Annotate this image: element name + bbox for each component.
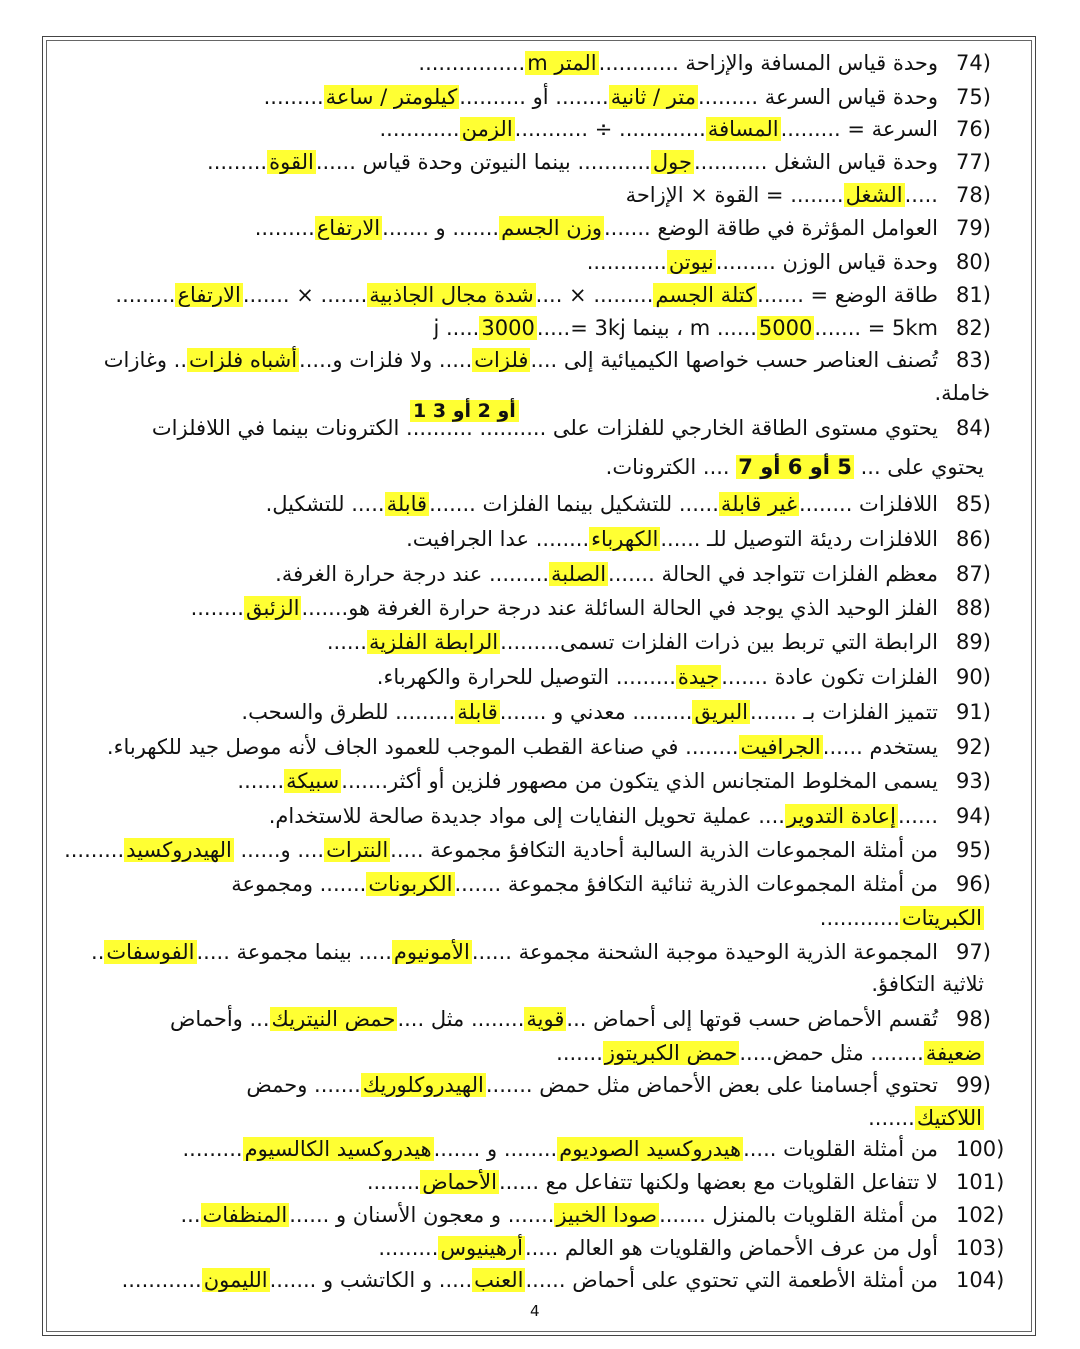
answer: 5000: [758, 316, 813, 340]
answer: البريق: [694, 700, 748, 724]
question-76: 76)السرعة = .........المسافة............. ÷ ...........الزمن............: [66, 114, 1016, 144]
answer: أرهينيوس: [440, 1236, 523, 1260]
question-98: 98)تُقسم الأحماض حسب قوتها إلى أحماض ...قوية........ مثل ....حمض النيتريك... وأحماض: [66, 1004, 1016, 1034]
answer: القوة: [269, 150, 314, 174]
answer: الرابطة الفلزية: [368, 630, 499, 654]
question-number: 82): [956, 316, 991, 340]
question-98-continuation: ضعيفة........ مثل حمض.....حمض الكبريتوز.......: [556, 1041, 982, 1065]
question-number: 100): [956, 1137, 1005, 1161]
question-number: 98): [956, 1007, 991, 1031]
question-number: 97): [956, 940, 991, 964]
question-number: 76): [956, 117, 991, 141]
answer: الارتفاع: [316, 216, 381, 240]
question-number: 81): [956, 283, 991, 307]
answer: المتر m: [527, 51, 597, 75]
answer: الكهرباء: [591, 527, 659, 551]
question-101: 101)لا تتفاعل القلويات مع بعضها ولكنها تتفاعل مع ......الأحماض........: [66, 1167, 1016, 1197]
question-99-continuation: اللاكتيك.......: [868, 1106, 982, 1130]
answer: كيلومتر / ساعة: [325, 85, 458, 109]
question-number: 104): [956, 1268, 1005, 1292]
answer: جول: [652, 150, 692, 174]
question-number: 90): [956, 665, 991, 689]
answer: الكبريتات: [901, 906, 982, 930]
question-89: 89)الرابطة التي تربط بين ذرات الفلزات تسمى.........الرابطة الفلزية......: [66, 627, 1016, 657]
answer: الكربونات: [368, 872, 453, 896]
answer: 3000: [481, 316, 535, 340]
question-number: 80): [956, 250, 991, 274]
question-number: 103): [956, 1236, 1005, 1260]
question-number: 87): [956, 562, 991, 586]
answer: المسافة: [707, 117, 779, 141]
answer: شدة مجال الجاذبية: [369, 283, 534, 307]
answer: العنب: [474, 1268, 524, 1292]
answer: المنظفات: [202, 1203, 288, 1227]
question-97: 97)المجموعة الذرية الوحيدة موجبة الشحنة مجموعة ......الأمونيوم..... بينما مجموعة .....الفوسفات..: [66, 937, 1016, 967]
question-number: 83): [956, 348, 991, 372]
question-103: 103)أول من عرف الأحماض والقلويات هو العالم .....أرهينيوس.........: [66, 1233, 1016, 1263]
question-80: 80)وحدة قياس الوزن .........نيوتن............: [66, 247, 1016, 277]
question-90: 90)الفلزات تكون عادة .......جيدة......... التوصيل للحرارة والكهرباء.: [66, 662, 1016, 692]
question-number: 92): [956, 735, 991, 759]
question-number: 78): [956, 183, 991, 207]
question-83: 83)تُصنف العناصر حسب خواصها الكيميائية إلى ....فلزات..... ولا فلزات و.....أشباه فلزات.. وغازات: [66, 345, 1016, 375]
answer: متر / ثانية: [610, 85, 696, 109]
question-97-continuation: ثلاثية التكافؤ.: [871, 972, 984, 996]
answer: النترات: [326, 838, 389, 862]
answer: الصلبة: [551, 562, 607, 586]
question-number: 94): [956, 804, 991, 828]
question-83-continuation: خاملة.: [934, 381, 990, 405]
answer: صودا الخبيز: [556, 1203, 658, 1227]
answer: الهيدروكسيد: [126, 838, 232, 862]
page-number: 4: [530, 1302, 540, 1320]
answer: الهيدروكلوريك: [362, 1073, 484, 1097]
question-number: 102): [956, 1203, 1005, 1227]
question-84: 84)يحتوي مستوى الطاقة الخارجي للفلزات على .......... .......... الكترونات بينما في اللافلزات: [66, 413, 1016, 443]
answer: حمض الكبريتوز: [604, 1041, 738, 1065]
question-96-continuation: الكبريتات............: [819, 906, 982, 930]
question-number: 91): [956, 700, 991, 724]
answer-note-84: 1 أو 2 أو 3: [410, 400, 519, 422]
answer: الارتفاع: [177, 283, 241, 307]
answer: حمض النيتريك: [271, 1007, 396, 1031]
question-88: 88)الفلز الوحيد الذي يوجد في الحالة السائلة عند درجة حرارة الغرفة هو.......الزئبق........: [66, 593, 1016, 623]
answer: نيوتن: [668, 250, 714, 274]
question-number: 77): [956, 150, 991, 174]
question-number: 85): [956, 492, 991, 516]
answer: الزئبق: [245, 596, 300, 620]
answer: الجرافيت: [740, 735, 821, 759]
answer: الليمون: [203, 1268, 268, 1292]
question-number: 74): [956, 51, 991, 75]
question-number: 79): [956, 216, 991, 240]
question-85: 85)اللافلزات ........غير قابلة...... للتشكيل بينما الفلزات .......قابلة..... للتشكيل.: [66, 489, 1016, 519]
question-81: 81)طاقة الوضع = .......كتلة الجسم......... × ....شدة مجال الجاذبية....... × .......الارتفاع.........: [66, 280, 1016, 310]
answer: وزن الجسم: [501, 216, 602, 240]
answer: الزمن: [461, 117, 513, 141]
question-number: 84): [956, 416, 991, 440]
question-86: 86)اللافلزات رديئة التوصيل للـ ......الكهرباء........ عدا الجرافيت.: [66, 524, 1016, 554]
answer: كتلة الجسم: [655, 283, 756, 307]
question-91: 91)تتميز الفلزات بـ .......البريق......... معدني و .......قابلة......... للطرق والسحب.: [66, 697, 1016, 727]
question-number: 99): [956, 1073, 991, 1097]
question-84-continuation: يحتوي على ... 5 أو 6 أو 7 .... الكترونات.: [605, 455, 984, 479]
answer: 5 أو 6 أو 7: [738, 455, 852, 479]
answer: قوية: [526, 1007, 565, 1031]
question-77: 77)وحدة قياس الشغل ...........جول........... بينما النيوتن وحدة قياس ......القوة.........: [66, 147, 1016, 177]
question-100: 100)من أمثلة القلويات .....هيدروكسيد الصوديوم........ و .......هيدروكسيد الكالسيوم.........: [66, 1134, 1016, 1164]
question-95: 95)من أمثلة المجموعات الذرية السالبة أحادية التكافؤ مجموعة .....النترات.... و...... الهيدروكسيد.........: [66, 835, 1016, 865]
question-92: 92)يستخدم ......الجرافيت........ في صناعة القطب الموجب للعمود الجاف لأنه موصل جيد للكهرباء.: [66, 732, 1016, 762]
answer: ضعيفة: [925, 1041, 982, 1065]
answer: سبيكة: [286, 769, 340, 793]
question-99: 99)تحتوي أجسامنا على بعض الأحماض مثل حمض .......الهيدروكلوريك....... وحمض: [66, 1070, 1016, 1100]
question-87: 87)معظم الفلزات تتواجد في الحالة .......الصلبة......... عند درجة حرارة الغرفة.: [66, 559, 1016, 589]
answer: قابلة: [386, 492, 428, 516]
question-104: 104)من أمثلة الأطعمة التي تحتوي على أحماض ......العنب..... و الكاتشب و .......الليمون............: [66, 1265, 1016, 1295]
answer: هيدروكسيد الصوديوم: [559, 1137, 742, 1161]
question-96: 96)من أمثلة المجموعات الذرية ثنائية التكافؤ مجموعة .......الكربونات....... ومجموعة: [66, 869, 1016, 899]
answer: فلزات: [474, 348, 529, 372]
answer: الفوسفات: [106, 940, 195, 964]
question-93: 93)يسمى المخلوط المتجانس الذي يتكون من مصهور فلزين أو أكثر.......سبيكة.......: [66, 766, 1016, 796]
answer: الشغل: [845, 183, 903, 207]
answer: الأمونيوم: [393, 940, 470, 964]
answer: إعادة التدوير: [786, 804, 896, 828]
question-94: 94)......إعادة التدوير.... عملية تحويل النفايات إلى مواد جديدة صالحة للاستخدام.: [66, 801, 1016, 831]
question-number: 88): [956, 596, 991, 620]
question-102: 102)من أمثلة القلويات بالمنزل .......صودا الخبيز....... و معجون الأسنان و ......المنظفات...: [66, 1200, 1016, 1230]
question-82: 82)m ......5000....... = 5km ، بينما j .....3000.....= 3kj: [66, 313, 1016, 343]
answer: هيدروكسيد الكالسيوم: [244, 1137, 432, 1161]
question-79: 79)العوامل المؤثرة في طاقة الوضع .......وزن الجسم....... و .......الارتفاع.........: [66, 213, 1016, 243]
question-number: 75): [956, 85, 991, 109]
question-74: 74)وحدة قياس المسافة والإزاحة ............المتر m................: [66, 48, 1016, 78]
answer: أشباه فلزات: [189, 348, 298, 372]
question-number: 86): [956, 527, 991, 551]
answer: جيدة: [677, 665, 720, 689]
question-number: 95): [956, 838, 991, 862]
question-number: 96): [956, 872, 991, 896]
answer: قابلة: [457, 700, 498, 724]
question-number: 93): [956, 769, 991, 793]
answer: الأحماض: [422, 1170, 497, 1194]
question-78: 78).....الشغل........ = القوة × الإزاحة: [66, 180, 1016, 210]
question-75: 75)وحدة قياس السرعة .........متر / ثانية........ أو ..........كيلومتر / ساعة.........: [66, 82, 1016, 112]
question-number: 101): [956, 1170, 1005, 1194]
question-number: 89): [956, 630, 991, 654]
answer: غير قابلة: [720, 492, 797, 516]
answer: اللاكتيك: [916, 1106, 982, 1130]
